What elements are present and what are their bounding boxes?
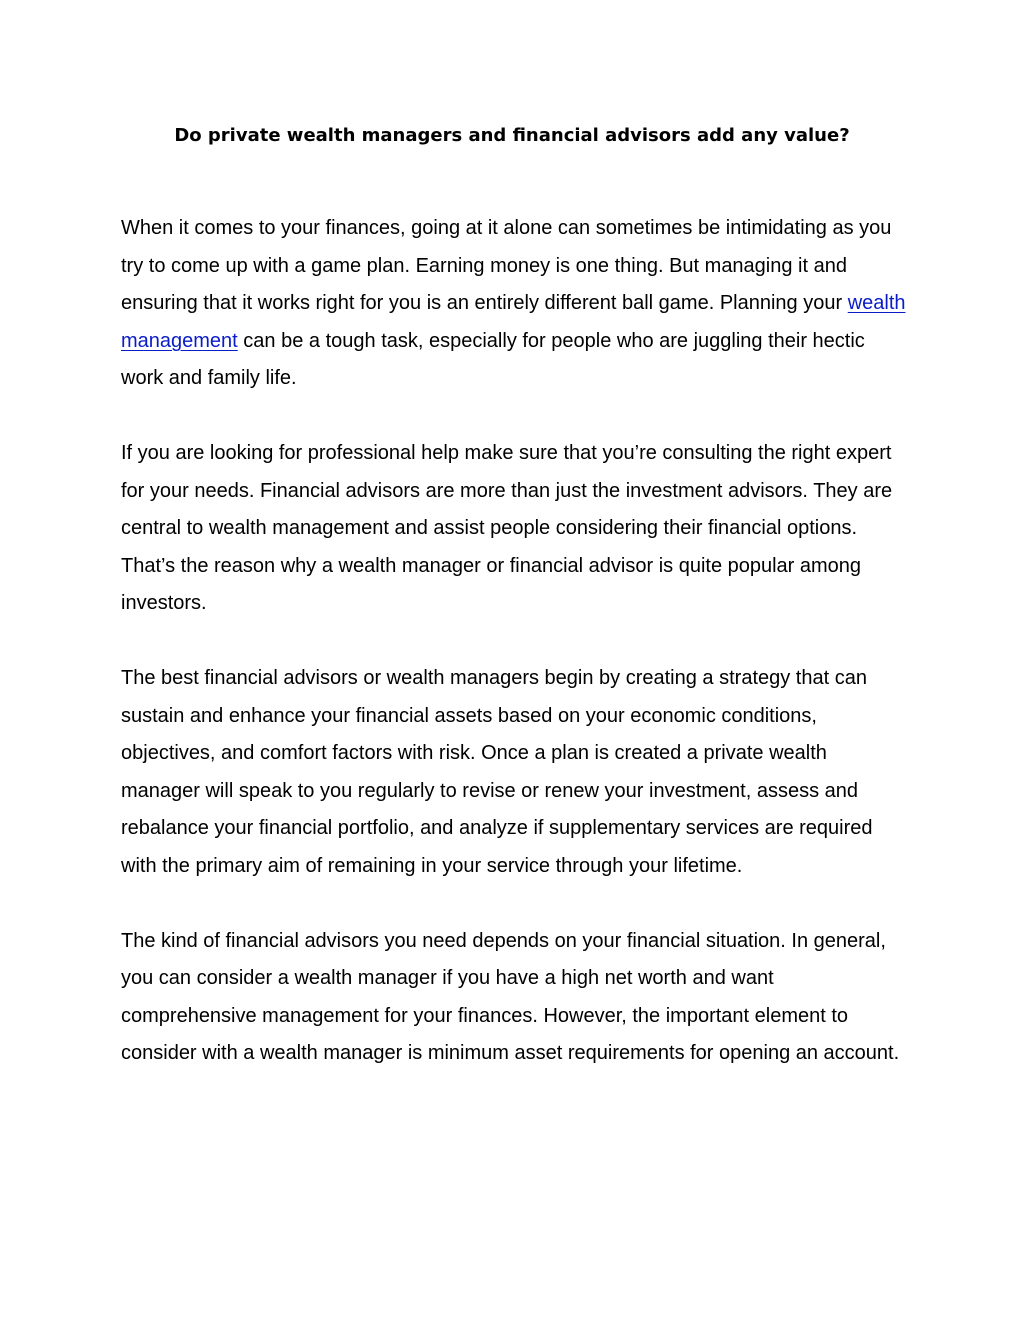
paragraph-3: The best financial advisors or wealth managers begin by creating a strategy that can sustain and enhance your financial assets based on your economic conditions, objectives, and comfort factors with risk. Once a plan is created a private wealth manager will speak to you regularly to revise or renew your investment, assess and rebalance your financial portfolio, and analyze if supplementary services are required with the primary aim of remaining in your service through your lifetime. xyxy=(121,667,873,877)
paragraph-1-text-before: When it comes to your finances, going at it alone can sometimes be intimidating as you try to come up with a game plan. Earning money is one thing. But managing it and ensuring that it works right for you is an entirely different ball game. Planning your xyxy=(121,217,892,314)
document-body xyxy=(121,210,911,1073)
paragraph-1-text-after: can be a tough task, especially for people who are juggling their hectic work and family life. xyxy=(121,329,865,389)
paragraph-4: The kind of financial advisors you need depends on your financial situation. In general, you can consider a wealth manager if you have a high net worth and want comprehensive management for your finances. However, the important element to consider with a wealth manager is minimum asset requirements for opening an account. xyxy=(121,929,900,1064)
paragraph-2: If you are looking for professional help make sure that you’re consulting the right expert for your needs. Financial advisors are more than just the investment advisors. They are central to wealth management and assist people considering their financial options. That’s the reason why a wealth manager or financial advisor is quite popular among investors. xyxy=(121,442,893,614)
page-title: Do private wealth managers and financial advisors add any value? xyxy=(174,125,850,146)
paragraph-1 xyxy=(121,210,911,398)
wealth-management-link[interactable]: wealth management xyxy=(121,292,906,352)
